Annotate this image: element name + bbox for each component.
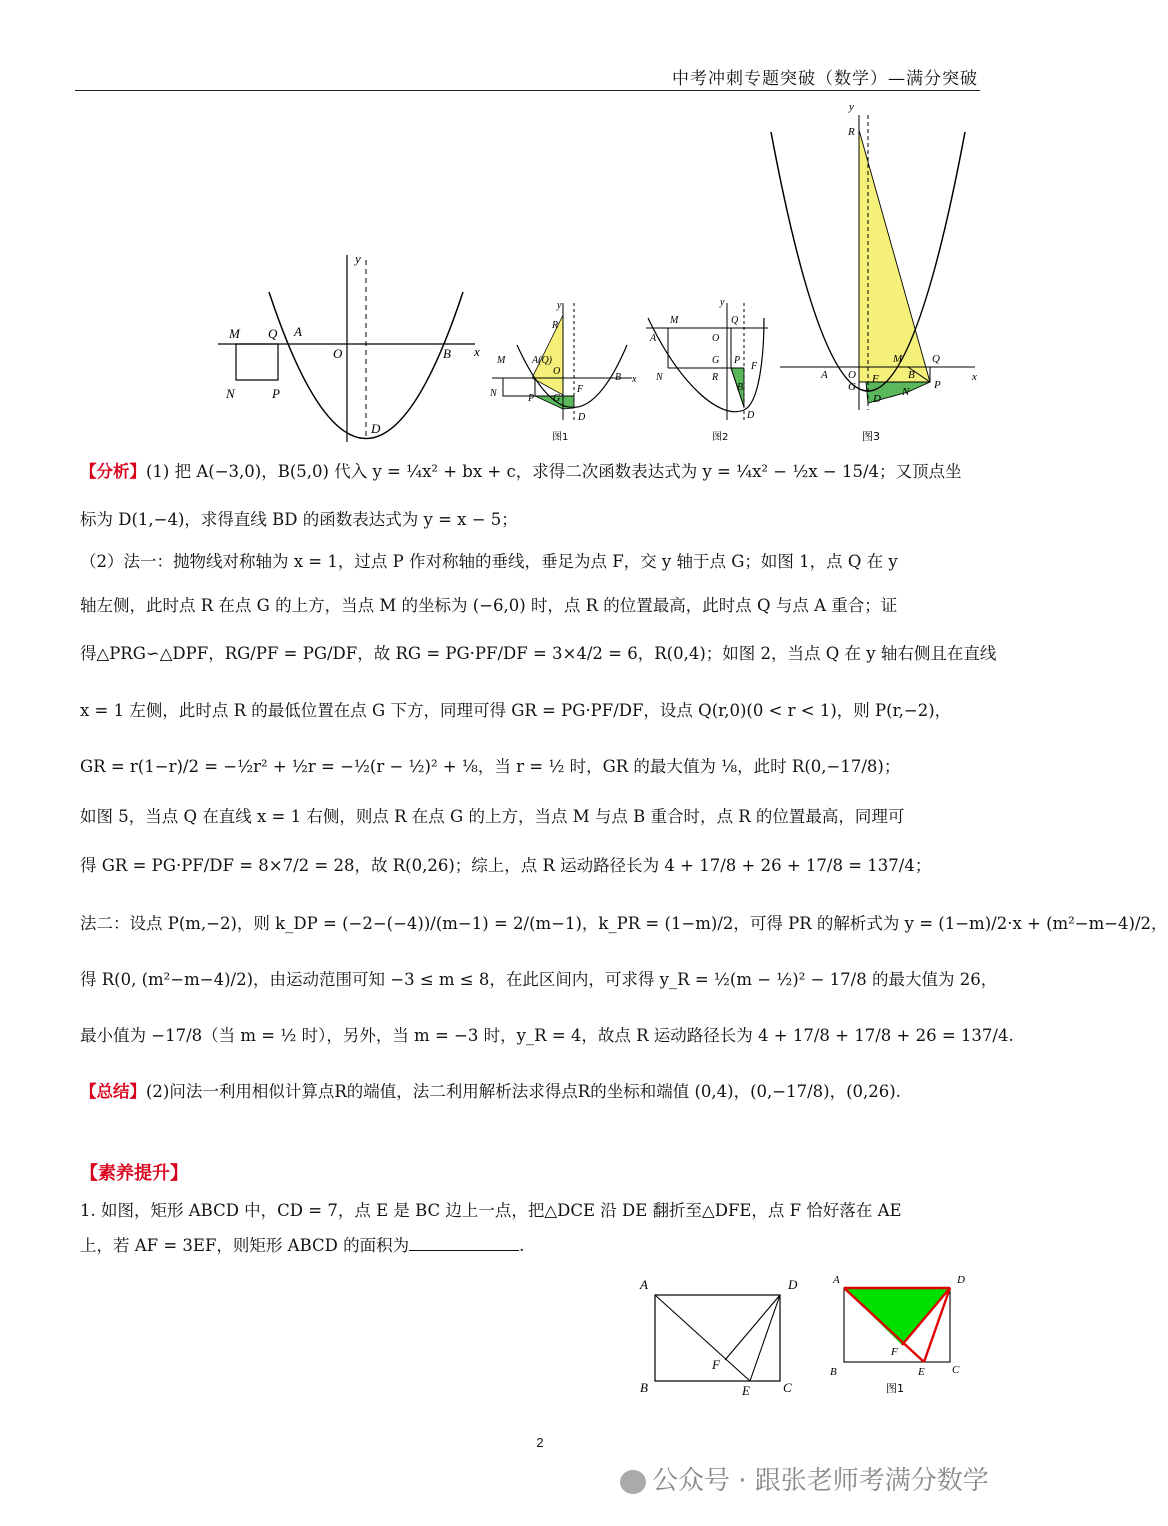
main-label-A: A <box>294 324 302 339</box>
right-label-B: B <box>830 1366 837 1378</box>
left-label-A: A <box>640 1277 648 1292</box>
problem-figures <box>630 1265 970 1405</box>
analysis-line-5: 得△PRG∽△DPF，RG/PF = PG/DF，故 RG = PG·PF/DF = 3×4/2 = 6，R(0,4)；如图 2，当点 Q 在 y 轴右侧且在直线 <box>80 644 997 663</box>
main-label-D: D <box>371 421 381 436</box>
fig1-label-O: O <box>553 366 561 377</box>
analysis-line-10: 法二：设点 P(m,−2)，则 k_DP = (−2−(−4))/(m−1) = 2/(m−1)，k_PR = (1−m)/2，可得 PR 的解析式为 y = (1−m)/2·x + (m²−m−4)/2， <box>80 914 1168 933</box>
main-label-O: O <box>333 346 343 361</box>
answer-blank[interactable] <box>409 1236 519 1251</box>
fig1-label-AQ: A(Q) <box>532 355 552 366</box>
right-label-C: C <box>952 1364 960 1376</box>
analysis-line-2: 标为 D(1,−4)，求得直线 BD 的函数表达式为 y = x − 5； <box>80 510 518 529</box>
fig3-label-x: x <box>972 371 977 383</box>
fig3-label-y: y <box>849 101 854 113</box>
fig2-label-B: B <box>737 382 744 393</box>
fig2-label-F: F <box>751 361 758 372</box>
left-label-F: F <box>712 1357 720 1372</box>
analysis-line-8: 如图 5，当点 Q 在直线 x = 1 右侧，则点 R 在点 G 的上方，当点 M 与点 B 重合时，点 R 的位置最高，同理可 <box>80 807 905 826</box>
fig1-label-D: D <box>578 412 586 423</box>
fig1-label-x: x <box>632 374 637 385</box>
fig3-label-G: G <box>848 381 856 393</box>
main-label-N: N <box>226 386 235 401</box>
summary-line: 【总结】(2)问法一利用相似计算点R的端值，法二利用解析法求得点R的坐标和端值 (0,4)，(0,−17/8)，(0,26). <box>80 1082 901 1101</box>
fig3-label-F: F <box>872 373 879 385</box>
page-header <box>75 62 980 91</box>
analysis-line-12: 最小值为 −17/8（当 m = ½ 时），另外，当 m = −3 时，y_R = 4，故点 R 运动路径长为 4 + 17/8 + 17/8 + 26 = 137/4. <box>80 1026 1014 1045</box>
left-label-D: D <box>788 1277 798 1292</box>
fig2-label-y: y <box>720 297 725 308</box>
fig3-label-B: B <box>908 369 915 381</box>
analysis-tag: 【分析】 <box>80 462 146 481</box>
fig2-label-A: A <box>650 333 657 344</box>
fig3-label-Q: Q <box>932 353 940 365</box>
fig2-caption: 图2 <box>712 432 729 443</box>
analysis-line-7: GR = r(1−r)/2 = −½r² + ½r = −½(r − ½)² + ⅛，当 r = ½ 时，GR 的最大值为 ⅛，此时 R(0,−17/8)； <box>80 757 901 776</box>
fig1-label-P: P <box>528 393 535 404</box>
fig1-label-R: R <box>552 320 559 331</box>
figure-3 <box>771 101 977 443</box>
fig1-label-B: B <box>615 372 622 383</box>
right-label-A: A <box>833 1274 840 1286</box>
fig3-caption: 图3 <box>862 430 880 443</box>
problem-line-2: 上，若 AF = 3EF，则矩形 ABCD 的面积为 . <box>80 1236 525 1255</box>
main-label-x: x <box>474 344 480 359</box>
fig3-label-M: M <box>893 353 903 365</box>
fig1-label-N: N <box>490 388 497 399</box>
right-label-E: E <box>918 1366 925 1378</box>
problem-line-1: 1. 如图，矩形 ABCD 中，CD = 7，点 E 是 BC 边上一点，把△DCE 沿 DE 翻折至△DFE，点 F 恰好落在 AE <box>80 1201 902 1220</box>
fig2-label-G: G <box>712 355 720 366</box>
fig1-label-y: y <box>557 300 562 311</box>
figure-2 <box>628 297 838 443</box>
watermark: 公众号 · 跟张老师考满分数学 <box>620 1460 989 1497</box>
right-label-D: D <box>957 1274 965 1286</box>
fig3-label-N: N <box>902 386 910 398</box>
problem-figure-right <box>830 1274 965 1395</box>
main-label-M: M <box>229 326 240 341</box>
fig1-label-G: G <box>553 393 561 404</box>
fig3-label-A: A <box>821 369 828 381</box>
analysis-line-1: 【分析】(1) 把 A(−3,0)，B(5,0) 代入 y = ¼x² + bx + c，求得二次函数表达式为 y = ¼x² − ½x − 15/4；又顶点坐 <box>80 462 962 481</box>
fig2-label-R: R <box>712 372 719 383</box>
left-label-B: B <box>640 1380 648 1395</box>
problem-figure-left <box>639 1277 798 1398</box>
header-title: 中考冲刺专题突破（数学）—满分突破 <box>672 69 978 89</box>
page-number: 2 <box>536 1435 544 1450</box>
analysis-line-6: x = 1 左侧，此时点 R 的最低位置在点 G 下方，同理可得 GR = PG·PF/DF，设点 Q(r,0)(0 < r < 1)，则 P(r,−2)， <box>80 701 952 720</box>
fig2-label-D: D <box>747 410 755 421</box>
fig2-label-O: O <box>712 333 720 344</box>
fig1-label-F: F <box>577 384 584 395</box>
left-label-E: E <box>742 1383 750 1398</box>
fig2-label-Q: Q <box>731 315 739 326</box>
fig1-label-M: M <box>497 355 506 366</box>
right-label-F: F <box>891 1346 898 1358</box>
fig2-label-P: P <box>734 355 741 366</box>
right-caption: 图1 <box>886 1382 904 1395</box>
fig3-label-R: R <box>848 126 855 138</box>
fig3-label-D: D <box>873 393 881 405</box>
fig2-label-M: M <box>670 315 679 326</box>
fig3-label-O: O <box>848 369 856 381</box>
main-label-P: P <box>272 386 280 401</box>
figure-1 <box>489 300 637 443</box>
section-title: 【素养提升】 <box>80 1163 188 1184</box>
main-label-y: y <box>355 251 361 266</box>
figure-row <box>0 101 1080 450</box>
wechat-icon <box>620 1470 646 1494</box>
main-label-B: B <box>443 346 451 361</box>
summary-tag: 【总结】 <box>80 1082 146 1101</box>
analysis-line-4: 轴左侧，此时点 R 在点 G 的上方，当点 M 的坐标为 (−6,0) 时，点 R 的位置最高，此时点 Q 与点 A 重合；证 <box>80 596 898 615</box>
fig2-label-N: N <box>656 372 663 383</box>
fig3-label-P: P <box>934 379 941 391</box>
analysis-line-9: 得 GR = PG·PF/DF = 8×7/2 = 28，故 R(0,26)；综上，点 R 运动路径长为 4 + 17/8 + 26 + 17/8 = 137/4； <box>80 856 932 875</box>
main-label-Q: Q <box>268 326 278 341</box>
fig1-caption: 图1 <box>552 432 569 443</box>
left-label-C: C <box>783 1380 792 1395</box>
main-parabola-figure <box>218 251 480 442</box>
analysis-line-3: （2）法一：抛物线对称轴为 x = 1，过点 P 作对称轴的垂线，垂足为点 F，交 y 轴于点 G；如图 1，点 Q 在 y <box>80 552 898 571</box>
analysis-line-11: 得 R(0, (m²−m−4)/2)，由运动范围可知 −3 ≤ m ≤ 8，在此区间内，可求得 y_R = ½(m − ½)² − 17/8 的最大值为 26， <box>80 970 998 989</box>
